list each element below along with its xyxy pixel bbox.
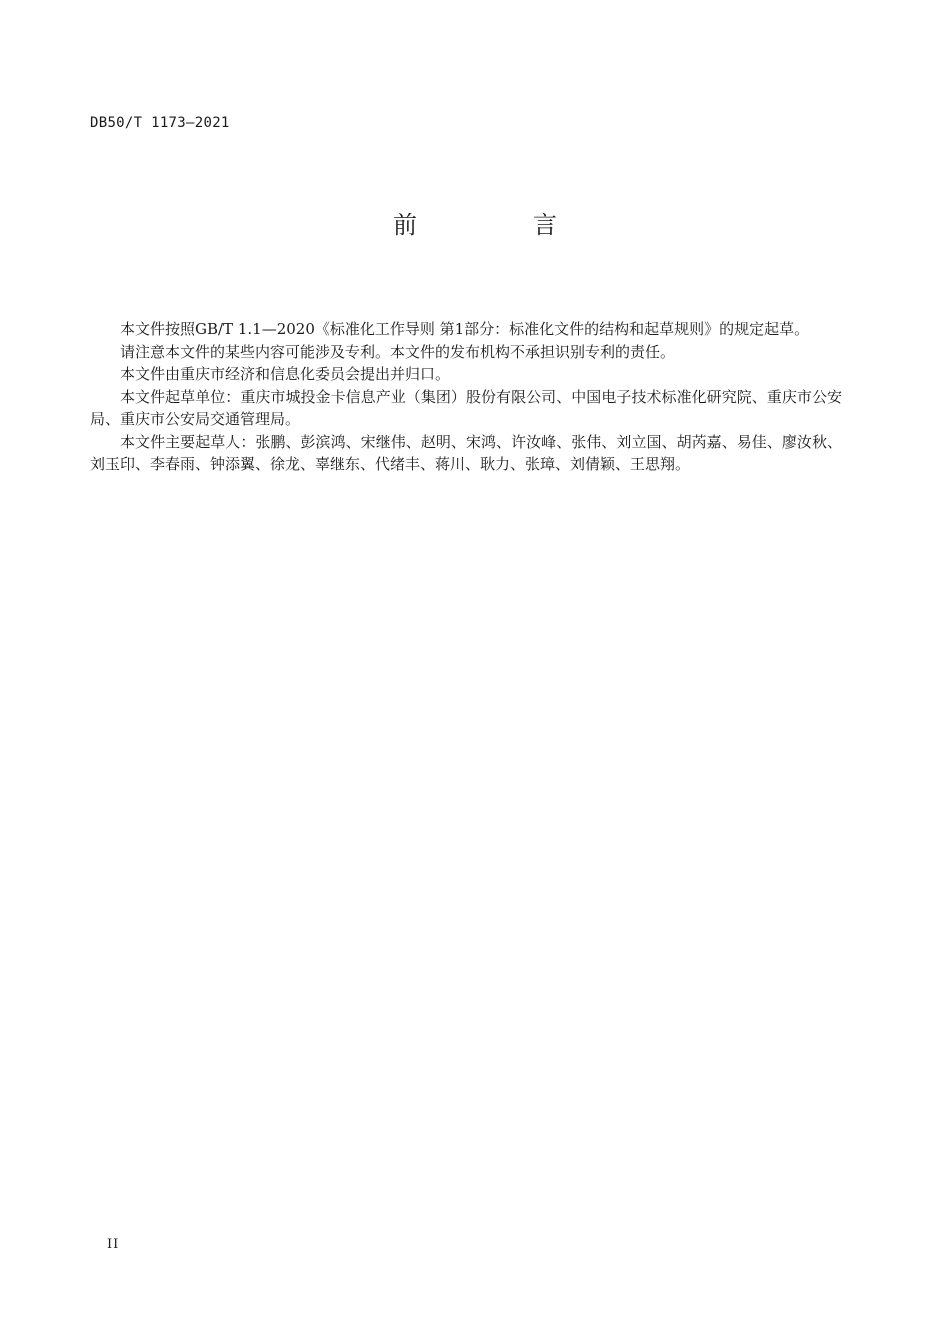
foreword-body xyxy=(90,318,842,476)
paragraph-drafting-units: 本文件起草单位：重庆市城投金卡信息产业（集团）股份有限公司、中国电子技术标准化研究院、重庆市公安局、重庆市公安局交通管理局。 xyxy=(90,387,842,428)
paragraph-drafting-rules: 本文件按照GB/T 1.1—2020《标准化工作导则 第1部分：标准化文件的结构和起草规则》的规定起草。 xyxy=(120,320,810,338)
paragraph-drafters: 本文件主要起草人：张鹏、彭滨鸿、宋继伟、赵明、宋鸿、许汝峰、张伟、刘立国、胡芮嘉、易佳、廖汝秋、刘玉印、李春雨、钟添翼、徐龙、辜继东、代绪丰、蒋川、耿力、张璋、刘倩颖、王思翔。 xyxy=(90,432,842,473)
page-title: 前 言 xyxy=(393,211,603,239)
page-number: II xyxy=(107,1237,120,1252)
paragraph-patent-notice: 请注意本文件的某些内容可能涉及专利。本文件的发布机构不承担识别专利的责任。 xyxy=(120,342,676,361)
paragraph-proposer: 本文件由重庆市经济和信息化委员会提出并归口。 xyxy=(120,365,451,383)
document-code: DB50/T 1173—2021 xyxy=(90,115,230,131)
